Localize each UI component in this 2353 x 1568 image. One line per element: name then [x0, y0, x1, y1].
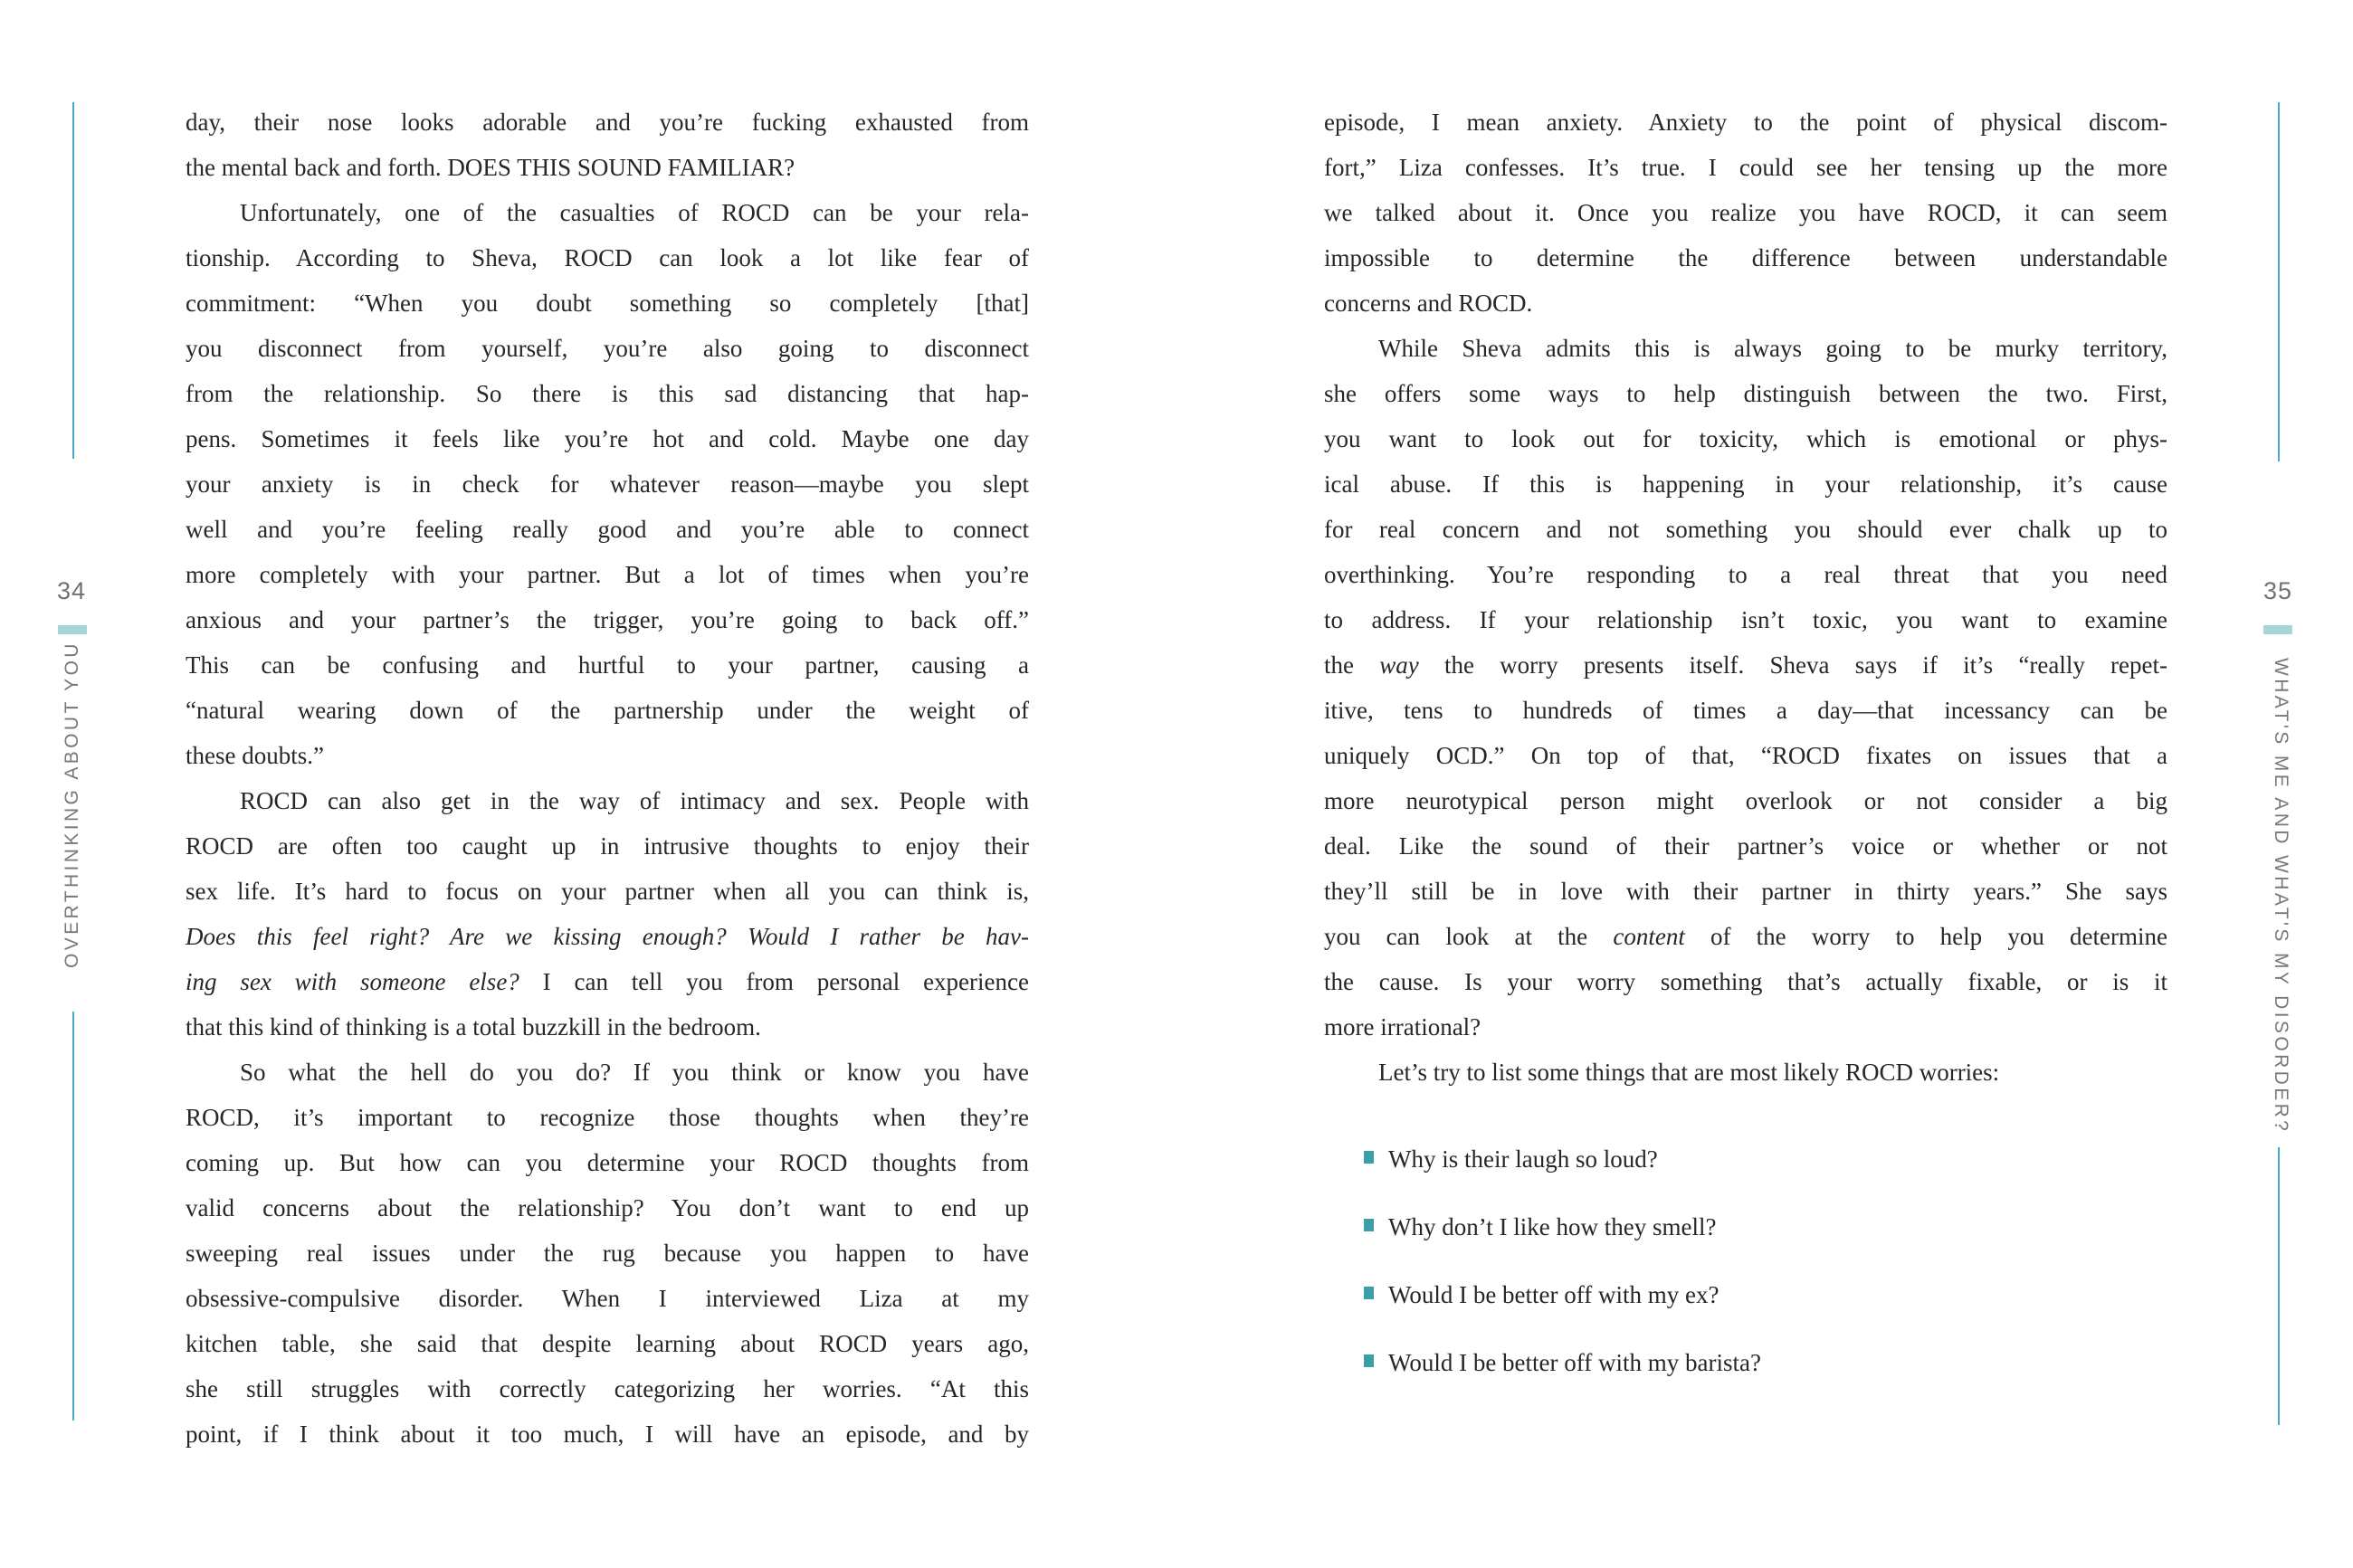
text-line: [186, 1411, 1029, 1457]
text-segment: well and you’re feeling really good and you’re able to connect: [186, 516, 1029, 543]
bullet-item: [1364, 1346, 2160, 1414]
bullet-square-icon: [1364, 1354, 1374, 1367]
text-line: [186, 235, 1029, 280]
text-segment: While Sheva admits this is always going to be murky territory,: [1378, 335, 2167, 362]
text-line: [1324, 371, 2167, 416]
italic-text-segment: Does this feel right? Are we kissing enough? Would I rather be hav-: [186, 923, 1029, 950]
text-line: [1324, 326, 2167, 371]
left-page-text: [186, 100, 1029, 1457]
bullet-text: Why don’t I like how they smell?: [1388, 1213, 1717, 1240]
left-page-number: 34: [57, 577, 87, 604]
text-segment: she still struggles with correctly categorizing her worries. “At this: [186, 1375, 1029, 1402]
italic-text-segment: ing sex with someone else?: [186, 968, 543, 995]
text-line: [1324, 145, 2167, 190]
italic-text-segment: way: [1379, 651, 1419, 679]
text-line: [1324, 235, 2167, 280]
text-segment: day, their nose looks adorable and you’re fucking exhausted from: [186, 109, 1029, 136]
text-segment: commitment: “When you doubt something so completely [that]: [186, 290, 1029, 317]
text-segment: sex life. It’s hard to focus on your partner when all you can think is,: [186, 878, 1029, 905]
italic-text-segment: content: [1613, 923, 1685, 950]
text-segment: itive, tens to hundreds of times a day—that incessancy can be: [1324, 697, 2167, 724]
text-segment: obsessive-compulsive disorder. When I interviewed Liza at my: [186, 1285, 1029, 1312]
text-segment: these doubts.”: [186, 742, 324, 769]
text-line: [186, 280, 1029, 326]
text-segment: ROCD can also get in the way of intimacy and sex. People with: [240, 787, 1029, 814]
text-line: [186, 507, 1029, 552]
text-segment: deal. Like the sound of their partner’s voice or whether or not: [1324, 832, 2167, 860]
bullet-text: Would I be better off with my ex?: [1388, 1281, 1720, 1308]
text-segment: the worry presents itself. Sheva says if it’s “really repet-: [1418, 651, 2167, 679]
text-segment: more completely with your partner. But a lot of times when you’re: [186, 561, 1029, 588]
text-segment: ROCD are often too caught up in intrusive thoughts to enjoy their: [186, 832, 1029, 860]
text-segment: kitchen table, she said that despite learning about ROCD years ago,: [186, 1330, 1029, 1357]
text-segment: impossible to determine the difference between understandable: [1324, 244, 2167, 271]
text-line: [186, 145, 1029, 190]
text-line: [186, 778, 1029, 823]
text-line: [1324, 642, 2167, 688]
text-segment: you disconnect from yourself, you’re also going to disconnect: [186, 335, 1029, 362]
bullet-square-icon: [1364, 1287, 1374, 1299]
text-segment: from the relationship. So there is this sad distancing that hap-: [186, 380, 1029, 407]
text-segment: you can look at the: [1324, 923, 1614, 950]
text-line: [1324, 914, 2167, 959]
text-line: [1324, 100, 2167, 145]
text-line: [1324, 552, 2167, 597]
text-line: [186, 1095, 1029, 1140]
right-accent-bar: [2263, 625, 2292, 634]
bullet-square-icon: [1364, 1219, 1374, 1231]
text-line: [186, 959, 1029, 1004]
text-line: [186, 190, 1029, 235]
right-page-number: 35: [2263, 577, 2293, 604]
text-segment: ROCD, it’s important to recognize those thoughts when they’re: [186, 1104, 1029, 1131]
bullet-item: [1364, 1143, 2160, 1211]
text-line: [1324, 190, 2167, 235]
text-line: [186, 733, 1029, 778]
text-line: [186, 100, 1029, 145]
text-line: [186, 326, 1029, 371]
text-line: [1324, 733, 2167, 778]
text-segment: for real concern and not something you should ever chalk up to: [1324, 516, 2167, 543]
text-segment: you want to look out for toxicity, which is emotional or phys-: [1324, 425, 2167, 452]
text-line: [186, 1321, 1029, 1366]
text-line: [186, 371, 1029, 416]
text-segment: valid concerns about the relationship? You don’t want to end up: [186, 1194, 1029, 1221]
left-top-rule: [72, 102, 74, 459]
text-segment: sweeping real issues under the rug because you happen to have: [186, 1240, 1029, 1267]
text-segment: tionship. According to Sheva, ROCD can look a lot like fear of: [186, 244, 1029, 271]
right-sidebar-label: WHAT'S ME AND WHAT'S MY DISORDER?: [2271, 658, 2291, 1135]
text-segment: uniquely OCD.” On top of that, “ROCD fixates on issues that a: [1324, 742, 2167, 769]
text-line: [186, 688, 1029, 733]
text-line: [1324, 1004, 2167, 1050]
text-line: [1324, 869, 2167, 914]
text-line: [1324, 688, 2167, 733]
text-line: [186, 1004, 1029, 1050]
text-segment: So what the hell do you do? If you think or know you have: [240, 1059, 1029, 1086]
text-line: [1324, 823, 2167, 869]
text-segment: episode, I mean anxiety. Anxiety to the point of physical discom-: [1324, 109, 2167, 136]
text-line: [186, 642, 1029, 688]
text-line: [186, 1231, 1029, 1276]
text-line: [186, 1140, 1029, 1185]
text-line: [186, 461, 1029, 507]
bullet-list: [1364, 1143, 2160, 1414]
text-segment: I can tell you from personal experience: [542, 968, 1029, 995]
right-top-rule: [2278, 102, 2280, 461]
text-segment: pens. Sometimes it feels like you’re hot and cold. Maybe one day: [186, 425, 1029, 452]
text-segment: ical abuse. If this is happening in your relationship, it’s cause: [1324, 470, 2167, 498]
text-line: [186, 597, 1029, 642]
bullet-item: [1364, 1211, 2160, 1278]
text-segment: overthinking. You’re responding to a real threat that you need: [1324, 561, 2167, 588]
text-line: [186, 552, 1029, 597]
text-line: [1324, 416, 2167, 461]
text-segment: point, if I think about it too much, I will have an episode, and by: [186, 1421, 1029, 1448]
text-segment: anxious and your partner’s the trigger, you’re going to back off.”: [186, 606, 1029, 633]
text-segment: we talked about it. Once you realize you have ROCD, it can seem: [1324, 199, 2167, 226]
text-segment: of the worry to help you determine: [1684, 923, 2167, 950]
left-sidebar-label: OVERTHINKING ABOUT YOU: [62, 641, 82, 968]
text-segment: they’ll still be in love with their partner in thirty years.” She says: [1324, 878, 2167, 905]
text-segment: that this kind of thinking is a total buzzkill in the bedroom.: [186, 1013, 761, 1041]
right-bottom-rule: [2278, 1147, 2280, 1425]
text-segment: more neurotypical person might overlook or not consider a big: [1324, 787, 2167, 814]
text-line: [186, 1366, 1029, 1411]
text-line: [186, 823, 1029, 869]
text-segment: concerns and ROCD.: [1324, 290, 1533, 317]
right-page-text: [1324, 100, 2167, 1095]
text-segment: the cause. Is your worry something that’s actually fixable, or is it: [1324, 968, 2167, 995]
text-segment: coming up. But how can you determine your ROCD thoughts from: [186, 1149, 1029, 1176]
text-line: [1324, 507, 2167, 552]
text-line: [186, 1276, 1029, 1321]
text-line: [1324, 778, 2167, 823]
text-segment: Let’s try to list some things that are most likely ROCD worries:: [1378, 1059, 2000, 1086]
text-line: [186, 869, 1029, 914]
text-segment: This can be confusing and hurtful to your partner, causing a: [186, 651, 1029, 679]
text-segment: she offers some ways to help distinguish between the two. First,: [1324, 380, 2167, 407]
text-segment: fort,” Liza confesses. It’s true. I could see her tensing up the more: [1324, 154, 2167, 181]
text-line: [1324, 959, 2167, 1004]
bullet-square-icon: [1364, 1151, 1374, 1164]
text-segment: the mental back and forth. DOES THIS SOUND FAMILIAR?: [186, 154, 795, 181]
text-line: [186, 914, 1029, 959]
left-accent-bar: [58, 625, 87, 634]
bullet-text: Would I be better off with my barista?: [1388, 1349, 1761, 1376]
text-line: [186, 416, 1029, 461]
text-segment: “natural wearing down of the partnership under the weight of: [186, 697, 1029, 724]
text-line: [1324, 1050, 2167, 1095]
text-line: [186, 1050, 1029, 1095]
text-line: [1324, 280, 2167, 326]
text-segment: Unfortunately, one of the casualties of ROCD can be your rela-: [240, 199, 1029, 226]
text-segment: more irrational?: [1324, 1013, 1481, 1041]
text-line: [1324, 461, 2167, 507]
text-segment: to address. If your relationship isn’t toxic, you want to examine: [1324, 606, 2167, 633]
text-line: [186, 1185, 1029, 1231]
left-bottom-rule: [72, 1012, 74, 1421]
text-segment: your anxiety is in check for whatever reason—maybe you slept: [186, 470, 1029, 498]
bullet-item: [1364, 1278, 2160, 1346]
text-line: [1324, 597, 2167, 642]
text-segment: the: [1324, 651, 1380, 679]
bullet-text: Why is their laugh so loud?: [1388, 1145, 1658, 1173]
